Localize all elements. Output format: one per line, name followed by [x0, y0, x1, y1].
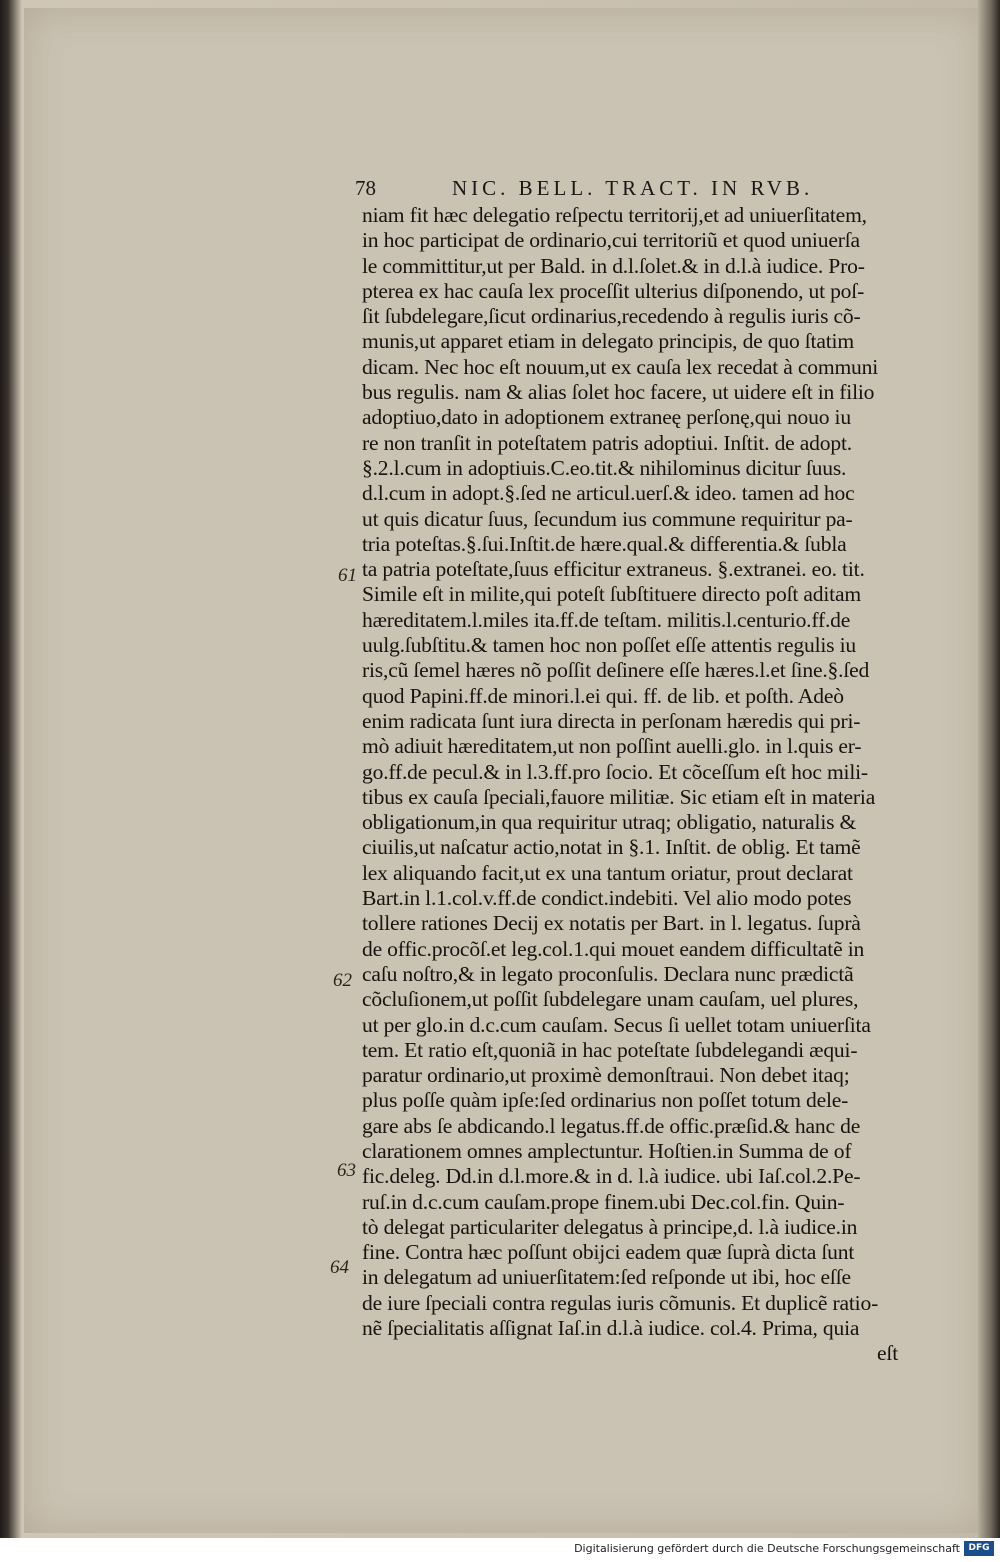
text-line: tò delegat particulariter delegatus à principe,d. l.à iudice.in — [362, 1214, 858, 1239]
text-line: gare abs ſe abdicando.l legatus.ff.de offic.præſid.& hanc de — [362, 1113, 861, 1138]
text-line: mò adiuit hæreditatem,ut non poſſint auelli.glo. in l.quis er- — [362, 734, 862, 759]
body-text — [362, 203, 902, 1367]
text-line: ſit ſubdelegare,ſicut ordinarius,recedendo à regulis iuris cõ- — [362, 304, 861, 329]
text-line: quod Papini.ff.de minori.l.ei qui. ff. de lib. et poſth. Adeò — [362, 683, 844, 708]
text-line: hæreditatem.l.miles ita.ff.de teſtam. militis.l.centurio.ff.de — [362, 607, 851, 632]
running-header — [355, 176, 875, 206]
text-line: obligationum,in qua requiritur utraq; obligatio, naturalis & — [362, 810, 857, 835]
margin-number-64: 64 — [330, 1257, 349, 1278]
text-line: in delegatum ad uniuerſitatem:ſed reſponde ut ibi, hoc eſſe — [362, 1265, 851, 1290]
text-line: pterea ex hac cauſa lex proceſſit ulterius diſponendo, ut poſ- — [362, 278, 865, 303]
text-line: le committitur,ut per Bald. in d.l.ſolet.& in d.l.à iudice. Pro- — [362, 253, 865, 278]
text-line: fic.deleg. Dd.in d.l.more.& in d. l.à iudice. ubi Iaſ.col.2.Pe- — [362, 1164, 861, 1189]
dfg-logo-icon: DFG — [964, 1541, 994, 1556]
footer-credit: Digitalisierung gefördert durch die Deutsche Forschungsgemeinschaft — [574, 1542, 960, 1555]
text-line: uulg.ſubſtitu.& tamen hoc non poſſet eſſe attentis regulis iu — [362, 633, 856, 658]
margin-number-63: 63 — [337, 1160, 356, 1181]
text-line: niam fit hæc delegatio reſpectu territorij,et ad uniuerſitatem, — [362, 203, 867, 227]
text-line: ta patria poteſtate,ſuus efficitur extraneus. §.extranei. eo. tit. — [362, 557, 865, 582]
text-line: lex aliquando facit,ut ex una tantum oriatur, prout declarat — [362, 860, 853, 885]
text-line: dicam. Nec hoc eſt nouum,ut ex cauſa lex recedat à communi — [362, 354, 879, 379]
catchword: eſt — [877, 1341, 898, 1366]
text-line: go.ff.de pecul.& in l.3.ff.pro ſocio. Et cõceſſum eſt hoc mili- — [362, 759, 868, 784]
text-line: ut quis dicatur ſuus, ſecundum ius commune requiritur pa- — [362, 506, 853, 531]
text-line: fine. Contra hæc poſſunt obijci eadem quæ ſuprà dicta ſunt — [362, 1240, 855, 1265]
text-line: in hoc participat de ordinario,cui territoriũ et quod uniuerſa — [362, 228, 860, 253]
text-line: §.2.l.cum in adoptiuis.C.eo.tit.& nihilominus dicitur ſuus. — [362, 455, 847, 480]
text-line: bus regulis. nam & alias ſolet hoc facere, ut uidere eſt in filio — [362, 380, 875, 405]
text-line: ris,cũ ſemel hæres nõ poſſit deſinere eſſe hæres.l.et ſine.§.ſed — [362, 658, 870, 683]
text-line: plus poſſe quàm ipſe:ſed ordinarius non poſſet totum dele- — [362, 1088, 849, 1113]
text-line: caſu noſtro,& in legato proconſulis. Declara nunc prædictã — [362, 961, 854, 986]
page-number: 78 — [355, 176, 376, 200]
text-line: ruſ.in d.c.cum cauſam.prope finem.ubi Dec.col.fin. Quin- — [362, 1189, 845, 1214]
footer-bar — [0, 1538, 1000, 1562]
text-line: munis,ut apparet etiam in delegato principis, de quo ſtatim — [362, 329, 854, 354]
text-line: tria poteſtas.§.ſui.Inſtit.de hære.qual.& differentia.& ſubla — [362, 531, 847, 556]
margin-number-62: 62 — [333, 970, 352, 991]
text-line: nẽ ſpecialitatis aſſignat Iaſ.in d.l.à iudice. col.4. Prima, quia — [362, 1316, 860, 1341]
book-edge — [978, 0, 1000, 1538]
text-line: de iure ſpeciali contra regulas iuris cõmunis. Et duplicẽ ratio- — [362, 1290, 879, 1315]
text-line: clarationem omnes amplectuntur. Hoſtien.in Summa de of — [362, 1138, 852, 1163]
text-line: tibus ex cauſa ſpeciali,fauore militiæ. Sic etiam eſt in materia — [362, 784, 876, 809]
text-line: ciuilis,ut naſcatur actio,notat in §.1. Inſtit. de oblig. Et tamẽ — [362, 835, 861, 860]
margin-number-61: 61 — [338, 565, 357, 586]
text-line: re non tranſit in poteſtatem patris adoptiui. Inſtit. de adopt. — [362, 430, 852, 455]
text-line: ut per glo.in d.c.cum cauſam. Secus ſi uellet totam uniuerſita — [362, 1012, 871, 1037]
text-line: adoptiuo,dato in adoptionem extraneę perſonę,qui nouo iu — [362, 405, 851, 430]
running-title: NIC. BELL. TRACT. IN RVB. — [452, 176, 814, 200]
text-line: Bart.in l.1.col.v.ff.de condict.indebiti. Vel alio modo potes — [362, 886, 852, 911]
text-line: tem. Et ratio eſt,quoniã in hac poteſtate ſubdelegandi æqui- — [362, 1037, 858, 1062]
text-line: de offic.procõſ.et leg.col.1.qui mouet eandem difficultatẽ in — [362, 936, 865, 961]
text-line: enim radicata ſunt iura directa in perſonam hæredis qui pri- — [362, 708, 861, 733]
text-line: d.l.cum in adopt.§.ſed ne articul.uerſ.& ideo. tamen ad hoc — [362, 481, 855, 506]
text-line: cõcluſionem,ut poſſit ſubdelegare unam cauſam, uel plures, — [362, 987, 859, 1012]
text-line: tollere rationes Decij ex notatis per Bart. in l. legatus. ſuprà — [362, 911, 861, 936]
text-line: Simile eſt in milite,qui poteſt ſubſtituere directo poſt aditam — [362, 582, 861, 607]
text-line: paratur ordinario,ut proximè demonſtraui. Non debet itaq; — [362, 1063, 850, 1088]
